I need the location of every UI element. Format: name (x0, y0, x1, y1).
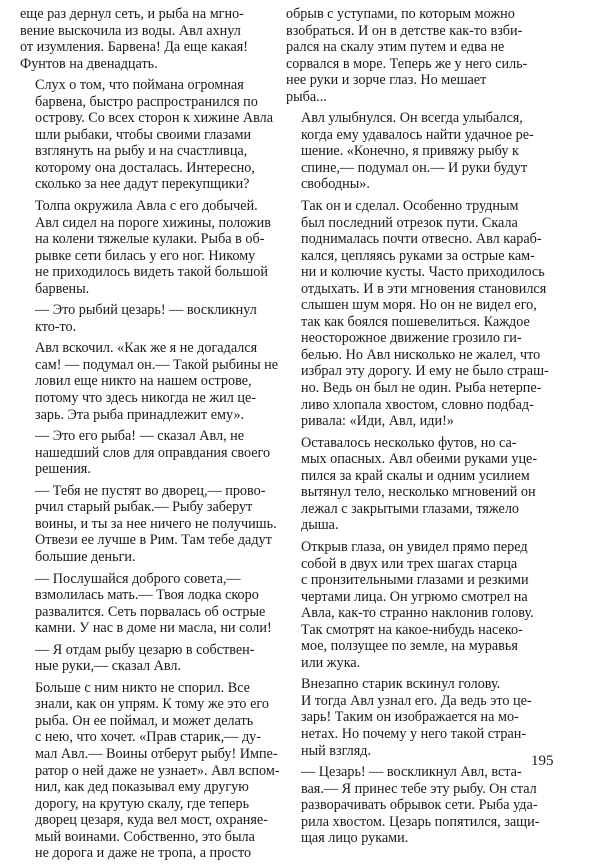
text-line: мал Авл.— Воины отберут рыбу! Импе- (35, 745, 278, 762)
text-line: нашедший слов для оправдания своего (35, 444, 271, 461)
text-line: но. Ведь он был не один. Рыба нетерпе- (301, 380, 542, 397)
text-line: кто-то. (35, 318, 77, 335)
text-line: которому она досталась. Интересно, (35, 159, 255, 176)
text-line: Авл вскочил. «Как же я не догадался (35, 340, 258, 357)
paragraph (286, 6, 558, 105)
text-line: обрыв с уступами, по которым можно (286, 6, 515, 22)
text-line: рчил старый рыбак.— Рыбу заберут (35, 499, 253, 516)
text-line: Так он и сделал. Особенно трудным (301, 198, 519, 215)
text-line: белью. Но Авл нисколько не жалел, что (301, 346, 541, 363)
text-line: барвены. (35, 280, 90, 297)
text-line: от изумления. Барвена! Да еще какая! (20, 39, 249, 56)
text-line: на колени тяжелые кулаки. Рыба в об- (35, 231, 265, 248)
text-line: кался, цепляясь руками за острые кам- (301, 247, 535, 264)
text-line: еще раз дернул сеть, и рыба на мгно- (20, 6, 244, 22)
text-line: ратор о ней даже не узнает». Авл вспом- (35, 762, 280, 779)
text-line: Оставалось несколько футов, но са- (301, 434, 517, 451)
paragraph (20, 6, 282, 72)
text-line: так как боялся пошевелиться. Каждое (301, 313, 530, 330)
text-line: зарь. Эта рыба принадлежит ему». (35, 406, 245, 423)
text-line: мый воинами. Собственно, это была (35, 828, 255, 845)
paragraph (20, 198, 282, 297)
text-line: Толпа окружила Авла с его добычей. (35, 198, 258, 215)
paragraph (20, 302, 282, 335)
text-line: шение. «Конечно, я привяжу рыбу к (301, 143, 519, 160)
text-line: спине,— подумал он.— И руки будут (301, 159, 528, 176)
text-line: знали, как он упрям. К тому же это его (35, 696, 269, 713)
text-line: с нею, что хочет. «Прав старик,— ду- (35, 729, 261, 746)
text-line: решения. (35, 461, 91, 478)
paragraph (286, 764, 558, 847)
text-line: взобраться. И он в детстве как-то взби- (286, 22, 523, 39)
paragraph (20, 571, 282, 637)
text-line: с пронзительными глазами и резкими (301, 572, 529, 589)
text-line: Открыв глаза, он увидел прямо перед (301, 538, 528, 555)
text-line: был последний отрезок пути. Скала (301, 214, 518, 231)
text-line: чертами лица. Он угрюмо смотрел на (301, 588, 528, 605)
text-line: или жука. (301, 654, 361, 671)
paragraph (286, 539, 558, 671)
text-line: щая лицо руками. (301, 830, 409, 847)
text-line: не приходилось видеть такой большой (35, 264, 268, 281)
text-line: ный взгляд. (301, 742, 372, 759)
paragraph (20, 483, 282, 566)
text-line: Отвези ее лучше в Рим. Там тебе дадут (35, 532, 272, 549)
text-line: разворачивать обрывок сети. Рыба уда- (301, 797, 538, 814)
text-line: пился за край скалы и одним усилием (301, 467, 530, 484)
text-line: рыба... (286, 88, 327, 105)
text-line: неосторожное движение грозило ги- (301, 330, 522, 347)
paragraph (20, 428, 282, 478)
text-line: избрал эту дорогу. И ему не было страш- (301, 363, 549, 380)
text-line: И тогда Авл узнал его. Да ведь это це- (301, 692, 532, 709)
paragraph (286, 110, 558, 193)
paragraph (20, 642, 282, 675)
paragraph (20, 77, 282, 193)
text-line: дворец цезаря, куда вел мост, охраняе- (35, 812, 268, 829)
text-line: потому что здесь никогда не жил це- (35, 390, 256, 407)
text-line: Так смотрят на какое-нибудь насеко- (301, 621, 523, 638)
text-line: Авл сидел на пороге хижины, положив (35, 214, 271, 231)
left-text-column (20, 6, 282, 867)
text-line: ные руки,— сказал Авл. (35, 658, 182, 675)
paragraph (286, 435, 558, 534)
text-line: шли рыбаки, чтобы своими глазами (35, 126, 252, 143)
text-line: — Цезарь! — воскликнул Авл, вста- (301, 764, 522, 781)
text-line: воины, и ты за нее ничего не получишь. (35, 515, 277, 532)
text-line: зарь! Таким он изображается на мо- (301, 709, 519, 726)
text-line: — Это его рыба! — сказал Авл, не (35, 428, 245, 445)
text-line: Авла, как-то странно наклонив голову. (301, 605, 534, 622)
text-line: — Это рыбий цезарь! — воскликнул (35, 302, 257, 319)
text-line: — Я отдам рыбу цезарю в собствен- (35, 641, 255, 658)
text-line: вение выскочила из воды. Авл ахнул (20, 22, 241, 39)
paragraph (20, 340, 282, 423)
text-line: рыба. Он ее поймал, и может делать (35, 712, 254, 729)
text-line: Больше с ним никто не спорил. Все (35, 679, 250, 696)
text-line: дорогу, на крутую скалу, где теперь (35, 795, 250, 812)
text-line: вытянул тело, несколько мгновений он (301, 484, 536, 501)
text-line: — Послушайся доброго совета,— (35, 570, 241, 587)
text-line: развалится. Сеть порвалась об острые (35, 603, 266, 620)
text-line: когда ему удавалось найти удачное ре- (301, 126, 534, 143)
text-line: взмолилась мать.— Твоя лодка скоро (35, 587, 259, 604)
text-line: острову. Со всех сторон к хижине Авла (35, 110, 274, 127)
paragraph (286, 198, 558, 430)
text-line: вая.— Я принес тебе эту рыбу. Он стал (301, 780, 537, 797)
text-line: не дорога и даже не тропа, а просто (35, 845, 252, 862)
text-line: рывке сети билась у его ног. Никому (35, 247, 256, 264)
text-line: мое, ползущее по земле, на муравья (301, 638, 518, 655)
right-text-column (286, 6, 558, 852)
text-line: дыша. (301, 517, 339, 534)
text-line: ни и колючие кусты. Часто приходилось (301, 264, 545, 281)
text-line: камни. У нас в доме ни масла, ни соли! (35, 620, 272, 637)
text-line: Внезапно старик вскинул голову. (301, 676, 501, 693)
text-line: поднималась почти отвесно. Авл караб- (301, 231, 542, 248)
page-number: 195 (531, 753, 554, 769)
text-line: сорвался в море. Теперь же у него силь- (286, 55, 528, 72)
paragraph (286, 676, 558, 759)
text-line: взглянуть на рыбу и на счастливца, (35, 143, 248, 160)
text-line: сколько за нее дадут перекупщики? (35, 176, 250, 193)
text-line: ливо хлопала хвостом, словно подбад- (301, 396, 534, 413)
text-line: ривала: «Иди, Авл, иди!» (301, 413, 454, 430)
text-line: отдыхать. И в эти мгновения становился (301, 280, 547, 297)
text-line: слышен шум моря. Но он не видел его, (301, 297, 537, 314)
text-line: нил, как дед показывал ему другую (35, 779, 249, 796)
text-line: барвена, быстро распространился по (35, 93, 258, 110)
text-line: нетах. Но почему у него такой стран- (301, 725, 527, 742)
text-line: рался на скалу этим путем и едва не (286, 39, 505, 56)
text-line: лежал с закрытыми глазами, тяжело (301, 500, 520, 517)
text-line: собой в двух или трех шагах старца (301, 555, 518, 572)
text-line: свободны». (301, 176, 370, 193)
text-line: нее руки и зорче глаз. Но мешает (286, 72, 487, 89)
text-line: Авл улыбнулся. Он всегда улыбался, (301, 110, 523, 127)
paragraph (20, 680, 282, 862)
text-line: большие деньги. (35, 548, 136, 565)
text-line: — Тебя не пустят во дворец,— прово- (35, 482, 266, 499)
text-line: Слух о том, что поймана огромная (35, 77, 244, 94)
text-line: рила хвостом. Цезарь попятился, защи- (301, 813, 540, 830)
text-line: Фунтов на двенадцать. (20, 55, 158, 72)
text-line: мых опасных. Авл обеими руками уце- (301, 451, 538, 468)
text-line: сам! — подумал он.— Такой рыбины не (35, 356, 279, 373)
text-line: ловил еще никто на нашем острове, (35, 373, 252, 390)
